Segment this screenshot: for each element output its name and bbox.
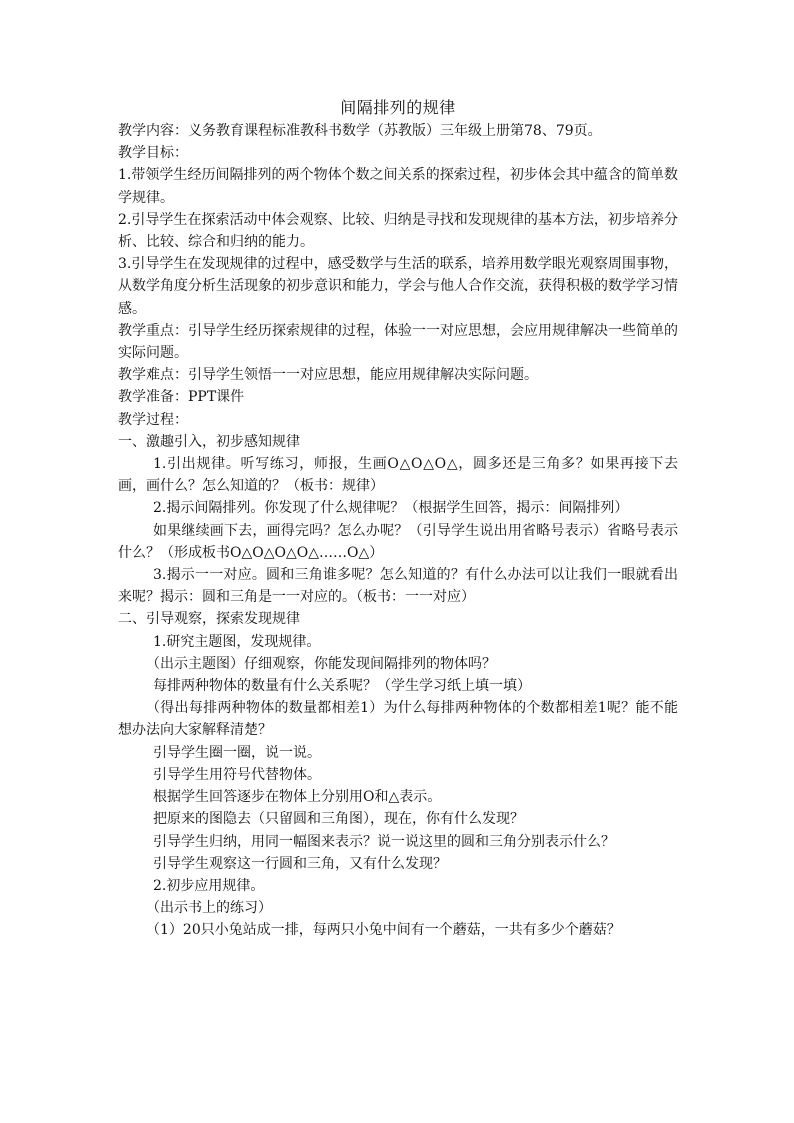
paragraph-preparation: 教学准备：PPT课件 — [118, 389, 245, 406]
paragraph-exercise-1: （1）20只小兔站成一排，每两只小兔中间有一个蘑菇，一共有多少个蘑菇？ — [146, 922, 621, 939]
paragraph-objective-3: 3.引导学生在发现规律的过程中，感受数学与生活的联系，培养用数学眼光观察周围事物，从数学角度分析生活现象的初步意识和能力，学会与他人合作交流，获得积极的数学学习情感。 — [118, 256, 678, 317]
paragraph-difficulty: 教学难点：引导学生领悟一一对应思想，能应用规律解决实际问题。 — [118, 367, 538, 384]
paragraph-step-2-2-a: （出示书上的练习） — [146, 900, 272, 917]
paragraph-step-1-2-cont: 如果继续画下去，画得完吗？怎么办呢？（引导学生说出用省略号表示）省略号表示什么？（形成板书O△O△O△O△……O△） — [118, 522, 678, 561]
paragraph-step-2-1-d: 引导学生圈一圈，说一说。 — [153, 744, 321, 761]
paragraph-key-point: 教学重点：引导学生经历探索规律的过程，体验一一对应思想，会应用规律解决一些简单的实际问题。 — [118, 322, 678, 362]
paragraph-step-1-2: 2.揭示间隔排列。你发现了什么规律呢？（根据学生回答，揭示：间隔排列） — [153, 500, 629, 517]
paragraph-step-2-1-g: 把原来的图隐去（只留圆和三角图），现在，你有什么发现？ — [153, 811, 524, 828]
paragraph-step-2-1-b: 每排两种物体的数量有什么关系呢？（学生学习纸上填一填） — [153, 678, 531, 695]
paragraph-objective-2: 2.引导学生在探索活动中体会观察、比较、归纳是寻找和发现规律的基本方法，初步培养分析、比较、综合和归纳的能力。 — [118, 211, 678, 251]
paragraph-step-2-1-a: （出示主题图）仔细观察，你能发现间隔排列的物体吗？ — [146, 655, 496, 672]
document-body — [118, 96, 678, 942]
paragraph-step-2-1-c: （得出每排两种物体的数量都相差1）为什么每排两种物体的个数都相差1呢？能不能想办法向大家解释清楚？ — [118, 700, 678, 739]
paragraph-step-1-3: 3.揭示一一对应。圆和三角谁多呢？怎么知道的？有什么办法可以让我们一眼就看出来呢？揭示：圆和三角是一一对应的。（板书：一一对应） — [118, 567, 678, 606]
paragraph-process-heading: 教学过程： — [118, 411, 188, 428]
paragraph-step-2-1-e: 引导学生用符号代替物体。 — [153, 766, 321, 783]
paragraph-step-2-1-h: 引导学生归纳，用同一幅图来表示？说一说这里的圆和三角分别表示什么？ — [153, 833, 615, 850]
paragraph-objectives-heading: 教学目标： — [118, 145, 188, 162]
paragraph-step-2-1-i: 引导学生观察这一行圆和三角，又有什么发现？ — [153, 855, 447, 872]
paragraph-content: 教学内容：义务教育课程标准教科书数学（苏教版）三年级上册第78、79页。 — [118, 123, 602, 139]
paragraph-objective-1: 1.带领学生经历间隔排列的两个物体个数之间关系的探索过程，初步体会其中蕴含的简单数学规律。 — [118, 167, 678, 206]
section-heading-1: 一、激趣引入，初步感知规律 — [118, 433, 300, 450]
section-heading-2: 二、引导观察，探索发现规律 — [118, 611, 300, 628]
paragraph-step-2-2: 2.初步应用规律。 — [153, 877, 265, 894]
paragraph-step-1-1: 1.引出规律。听写练习，师报，生画O△O△O△，圆多还是三角多？如果再接下去画，画什么？怎么知道的？（板书：规律） — [118, 456, 678, 495]
paragraph-step-2-1-f: 根据学生回答逐步在物体上分别用O和△表示。 — [153, 789, 442, 806]
document-title: 间隔排列的规律 — [340, 98, 456, 117]
paragraph-step-2-1: 1.研究主题图，发现规律。 — [153, 633, 321, 650]
